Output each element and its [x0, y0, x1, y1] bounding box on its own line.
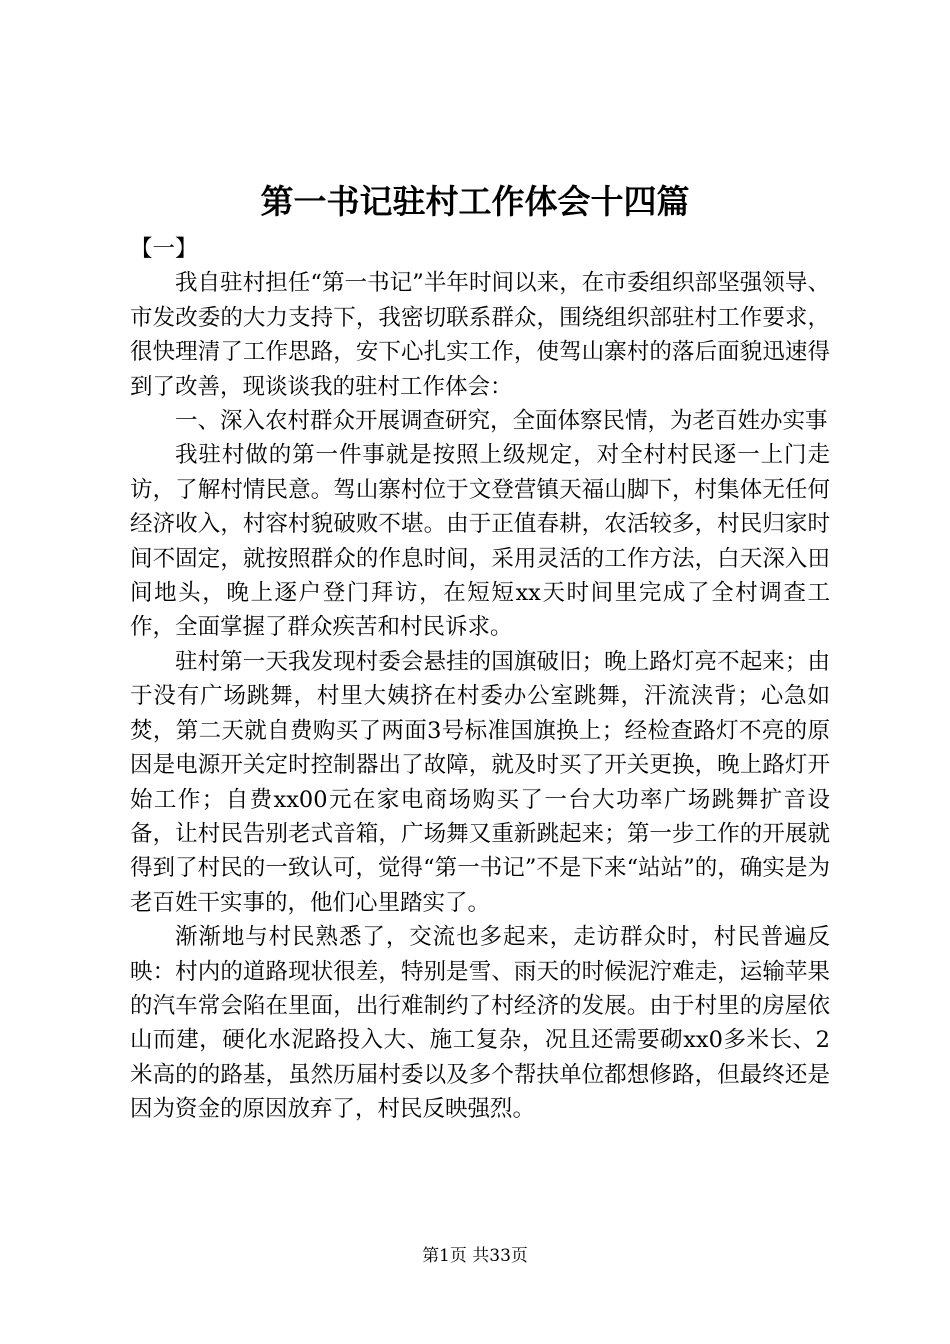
- page-footer: 第1页 共33页: [422, 1246, 528, 1266]
- document-title: 第一书记驻村工作体会十四篇: [260, 182, 690, 221]
- paragraph-roads: 渐渐地与村民熟悉了，交流也多起来，走访群众时，村民普遍反映：村内的道路现状很差，特别是雪、雨天的时候泥泞难走，运输苹果的汽车常会陷在里面，出行难制约了村经济的发展。由于村里的房屋依山而建，硬化水泥路投入大、施工复杂，况且还需要砌xx0多米长、2米高的的路基，虽然历届村委以及多个帮扶单位都想修路，但最终还是因为资金的原因放弃了，村民反映强烈。: [130, 924, 830, 1123]
- paragraph-heading-1: 一、深入农村群众开展调查研究，全面体察民情，为老百姓办实事: [175, 408, 828, 435]
- document-body: [130, 232, 830, 1127]
- paragraph-first-day: 驻村第一天我发现村委会悬挂的国旗破旧；晚上路灯亮不起来；由于没有广场跳舞，村里大姨挤在村委办公室跳舞，汗流浃背；心急如焚，第二天就自费购买了两面3号标准国旗换上；经检查路灯不亮的原因是电源开关定时控制器出了故障，就及时买了开关更换，晚上路灯开始工作；自费xx00元在家电商场购买了一台大功率广场跳舞扩音设备，让村民告别老式音箱，广场舞又重新跳起来；第一步工作的开展就得到了村民的一致认可，觉得“第一书记”不是下来“站站”的，确实是为老百姓干实事的，他们心里踏实了。: [130, 648, 830, 916]
- section-marker: 【一】: [130, 236, 198, 262]
- paragraph-visits: 我驻村做的第一件事就是按照上级规定，对全村村民逐一上门走访，了解村情民意。驾山寨村位于文登营镇天福山脚下，村集体无任何经济收入，村容村貌破败不堪。由于正值春耕，农活较多，村民归家时间不固定，就按照群众的作息时间，采用灵活的工作方法，白天深入田间地头，晚上逐户登门拜访，在短短xx天时间里完成了全村调查工作，全面掌握了群众疾苦和村民诉求。: [130, 442, 830, 641]
- paragraph-intro: 我自驻村担任“第一书记”半年时间以来，在市委组织部坚强领导、市发改委的大力支持下，我密切联系群众，围绕组织部驻村工作要求，很快理清了工作思路，安下心扎实工作，使驾山寨村的落后面貌迅速得到了改善，现谈谈我的驻村工作体会：: [130, 270, 830, 400]
